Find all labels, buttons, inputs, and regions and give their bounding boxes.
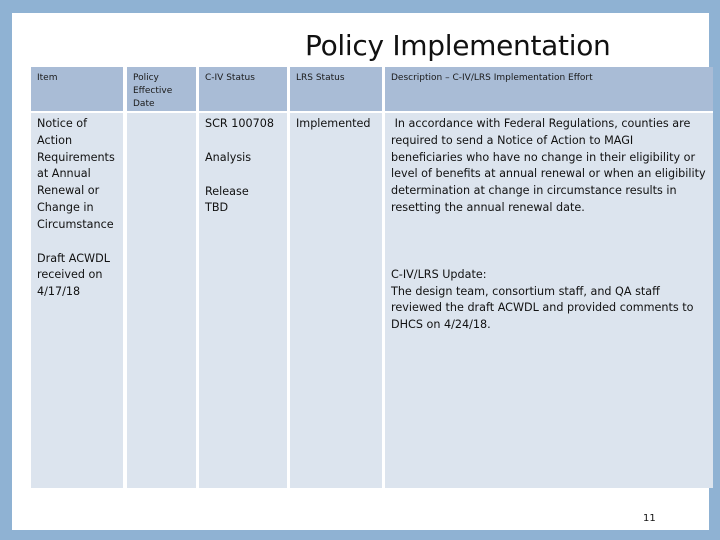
description-update-text: The design team, consortium staff, and QA staff reviewed the draft ACWDL and provided comments to DHCS on 4/24/18. — [391, 284, 694, 332]
header-policy-effective-date — [127, 67, 196, 111]
header-description — [385, 67, 713, 111]
civ-status-release: Release TBD — [205, 184, 249, 215]
header-lrs-status-label: LRS Status — [296, 73, 345, 83]
cell-policy-effective-date — [127, 113, 196, 488]
description-update-heading: C-IV/LRS Update: — [391, 267, 487, 281]
item-name: Notice of Action Requirements at Annual Renewal or Change in Circumstance — [37, 117, 115, 231]
slide-title: Policy Implementation — [305, 29, 611, 62]
page-number: 11 — [643, 513, 656, 524]
header-lrs-status — [290, 67, 382, 111]
header-civ-status-label: C-IV Status — [205, 73, 255, 83]
cell-civ-status — [199, 113, 287, 488]
header-description-label: Description – C-IV/LRS Implementation Effort — [391, 73, 593, 83]
header-civ-status — [199, 67, 287, 111]
cell-description — [385, 113, 713, 488]
policy-table — [31, 67, 713, 488]
policy-effective-date-value — [127, 113, 196, 119]
header-item-label: Item — [37, 73, 58, 83]
lrs-status-value: Implemented — [296, 117, 371, 130]
header-item — [31, 67, 123, 111]
slide — [12, 13, 709, 530]
civ-status-scr: SCR 100708 — [205, 117, 274, 130]
header-policy-effective-date-label: Policy Effective Date — [133, 73, 173, 109]
cell-item — [31, 113, 123, 488]
item-note: Draft ACWDL received on 4/17/18 — [37, 251, 110, 299]
civ-status-phase: Analysis — [205, 150, 252, 164]
description-paragraph: In accordance with Federal Regulations, counties are required to send a Notice of Action to MAGI beneficiaries who have no change in their eligibility or level of benefits at annual renewal or when an eligibility determination at change in circumstance results in resetting the annual renewal date. — [391, 117, 710, 214]
cell-lrs-status — [290, 113, 382, 488]
